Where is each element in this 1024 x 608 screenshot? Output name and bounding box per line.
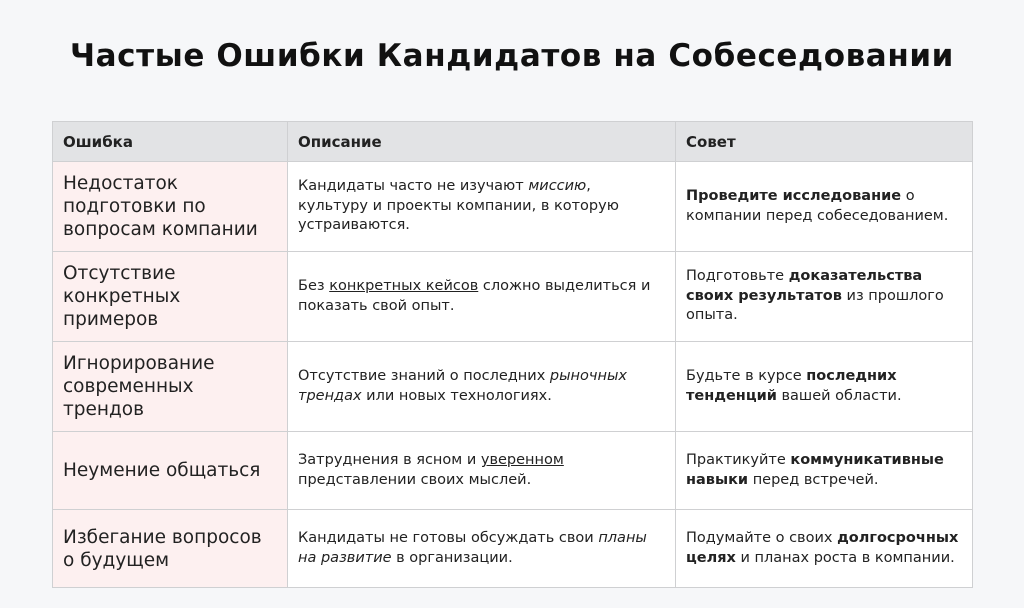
- underlined-text: уверенном: [480, 452, 564, 468]
- text: , культуру и проекты компании, в которую устраиваются.: [298, 178, 619, 234]
- description-cell: [288, 510, 676, 588]
- table-row: [53, 162, 973, 252]
- text: Будьте в курсе: [686, 368, 807, 384]
- column-header-description: Описание: [288, 122, 676, 162]
- text: вашей области.: [776, 387, 902, 404]
- table-row: [53, 252, 973, 342]
- description-cell: [288, 162, 676, 252]
- table-row: [53, 342, 973, 432]
- emphasis-text: рыночных трендах: [298, 368, 627, 404]
- text: о компании перед собеседованием.: [686, 188, 949, 224]
- strong-text: доказательства своих результатов: [686, 268, 923, 304]
- tip-cell: [676, 162, 973, 252]
- strong-text: долгосрочных целях: [686, 530, 959, 566]
- error-cell: Отсутствие конкретных примеров: [53, 252, 288, 342]
- error-cell: Игнорирование современных трендов: [53, 342, 288, 432]
- strong-text: последних тенденций: [686, 368, 897, 404]
- tip-cell: [676, 432, 973, 510]
- text: из прошлого опыта.: [686, 287, 944, 324]
- page-title: Частые Ошибки Кандидатов на Собеседовании: [69, 38, 954, 74]
- text: или новых технологиях.: [361, 387, 552, 404]
- emphasis-text: миссию: [528, 178, 587, 195]
- error-cell: Избегание вопросов о будущем: [53, 510, 288, 588]
- text: Затруднения в ясном и: [298, 452, 481, 468]
- column-header-tip: Совет: [676, 122, 973, 162]
- text: перед встречей.: [748, 471, 879, 488]
- text: Кандидаты не готовы обсуждать свои: [298, 530, 599, 546]
- tip-cell: [676, 342, 973, 432]
- table-row: [53, 510, 973, 588]
- text: представлении своих мыслей.: [298, 471, 532, 488]
- text: Отсутствие знаний о последних: [298, 368, 550, 384]
- text: сложно выделиться и показать свой опыт.: [298, 278, 651, 314]
- text: в организации.: [391, 549, 513, 566]
- column-header-error: Ошибка: [53, 122, 288, 162]
- text: Подготовьте: [686, 268, 789, 285]
- text: и планах роста в компании.: [735, 549, 955, 566]
- mistakes-table: [52, 121, 973, 588]
- error-cell: Недостаток подготовки по вопросам компании: [53, 162, 288, 252]
- tip-cell: [676, 510, 973, 588]
- table-row: [53, 432, 973, 510]
- description-cell: [288, 252, 676, 342]
- strong-text: коммуникативные навыки: [686, 452, 944, 488]
- underlined-text: конкретных кейсов: [329, 278, 479, 294]
- text: Подумайте о своих: [686, 530, 838, 546]
- description-cell: [288, 342, 676, 432]
- description-cell: [288, 432, 676, 510]
- emphasis-text: планы на развитие: [298, 530, 647, 566]
- error-cell: Неумение общаться: [53, 432, 288, 510]
- text: Без: [298, 278, 330, 294]
- tip-cell: [676, 252, 973, 342]
- strong-text: Проведите исследование: [686, 188, 902, 204]
- text: Практикуйте: [686, 452, 791, 468]
- text: Кандидаты часто не изучают: [298, 178, 529, 195]
- table-header-row: [53, 122, 973, 162]
